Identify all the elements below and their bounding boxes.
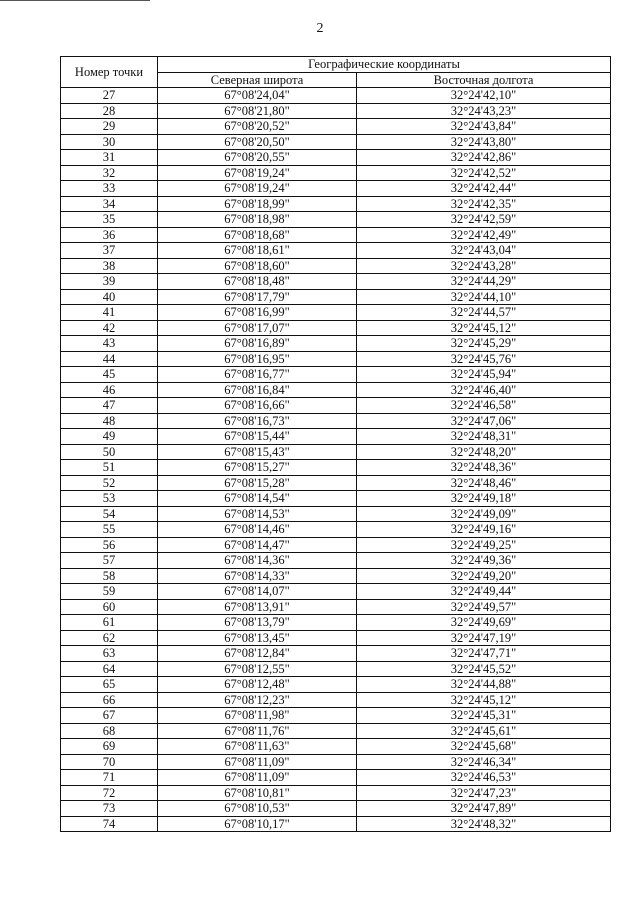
latitude-cell: 67°08'17,79" [158, 289, 357, 305]
longitude-cell: 32°24'48,20" [357, 444, 611, 460]
table-row [61, 444, 611, 460]
latitude-cell: 67°08'14,36" [158, 553, 357, 569]
point-number-cell: 28 [61, 103, 158, 119]
geo-coordinates-header: Географические координаты [158, 57, 611, 73]
latitude-cell: 67°08'16,73" [158, 413, 357, 429]
latitude-cell: 67°08'10,17" [158, 816, 357, 832]
point-number-cell: 49 [61, 429, 158, 445]
latitude-cell: 67°08'14,54" [158, 491, 357, 507]
table-body [61, 88, 611, 832]
latitude-cell: 67°08'11,76" [158, 723, 357, 739]
longitude-cell: 32°24'49,18" [357, 491, 611, 507]
table-row [61, 119, 611, 135]
point-number-cell: 73 [61, 801, 158, 817]
longitude-cell: 32°24'48,46" [357, 475, 611, 491]
point-number-cell: 44 [61, 351, 158, 367]
table-row [61, 88, 611, 104]
point-number-cell: 70 [61, 754, 158, 770]
table-row [61, 243, 611, 259]
point-number-cell: 31 [61, 150, 158, 166]
longitude-cell: 32°24'48,32" [357, 816, 611, 832]
table-row [61, 785, 611, 801]
point-number-cell: 47 [61, 398, 158, 414]
table-row [61, 816, 611, 832]
longitude-cell: 32°24'45,76" [357, 351, 611, 367]
latitude-cell: 67°08'13,45" [158, 630, 357, 646]
latitude-cell: 67°08'12,48" [158, 677, 357, 693]
longitude-cell: 32°24'46,58" [357, 398, 611, 414]
point-number-cell: 60 [61, 599, 158, 615]
latitude-cell: 67°08'15,28" [158, 475, 357, 491]
latitude-cell: 67°08'20,55" [158, 150, 357, 166]
longitude-cell: 32°24'49,69" [357, 615, 611, 631]
page-number: 2 [316, 21, 324, 36]
table-row [61, 801, 611, 817]
point-number-cell: 50 [61, 444, 158, 460]
table-row [61, 460, 611, 476]
point-number-cell: 54 [61, 506, 158, 522]
table-row [61, 723, 611, 739]
table-row [61, 227, 611, 243]
latitude-cell: 67°08'14,47" [158, 537, 357, 553]
point-number-cell: 61 [61, 615, 158, 631]
table-row [61, 305, 611, 321]
latitude-cell: 67°08'19,24" [158, 165, 357, 181]
latitude-cell: 67°08'18,98" [158, 212, 357, 228]
longitude-cell: 32°24'43,28" [357, 258, 611, 274]
table-row [61, 274, 611, 290]
table-row [61, 475, 611, 491]
latitude-cell: 67°08'24,04" [158, 88, 357, 104]
point-number-cell: 30 [61, 134, 158, 150]
latitude-cell: 67°08'18,99" [158, 196, 357, 212]
point-number-cell: 48 [61, 413, 158, 429]
longitude-cell: 32°24'47,19" [357, 630, 611, 646]
longitude-cell: 32°24'48,36" [357, 460, 611, 476]
table-row [61, 491, 611, 507]
latitude-cell: 67°08'13,91" [158, 599, 357, 615]
point-number-cell: 56 [61, 537, 158, 553]
table-row [61, 103, 611, 119]
latitude-cell: 67°08'10,53" [158, 801, 357, 817]
latitude-cell: 67°08'14,33" [158, 568, 357, 584]
point-number-cell: 64 [61, 661, 158, 677]
latitude-cell: 67°08'16,66" [158, 398, 357, 414]
latitude-cell: 67°08'16,77" [158, 367, 357, 383]
latitude-cell: 67°08'18,60" [158, 258, 357, 274]
point-number-cell: 32 [61, 165, 158, 181]
table-row [61, 522, 611, 538]
table-row [61, 630, 611, 646]
latitude-cell: 67°08'12,23" [158, 692, 357, 708]
table-row [61, 351, 611, 367]
point-number-cell: 62 [61, 630, 158, 646]
table-row [61, 367, 611, 383]
latitude-cell: 67°08'16,84" [158, 382, 357, 398]
table-row [61, 289, 611, 305]
longitude-cell: 32°24'49,57" [357, 599, 611, 615]
longitude-cell: 32°24'46,53" [357, 770, 611, 786]
longitude-cell: 32°24'43,23" [357, 103, 611, 119]
longitude-cell: 32°24'45,31" [357, 708, 611, 724]
table-row [61, 134, 611, 150]
table-row [61, 336, 611, 352]
latitude-cell: 67°08'11,63" [158, 739, 357, 755]
longitude-cell: 32°24'45,68" [357, 739, 611, 755]
table-row [61, 212, 611, 228]
table-row [61, 568, 611, 584]
longitude-header: Восточная долгота [357, 72, 611, 88]
point-number-cell: 63 [61, 646, 158, 662]
point-number-cell: 57 [61, 553, 158, 569]
point-number-cell: 35 [61, 212, 158, 228]
longitude-cell: 32°24'49,25" [357, 537, 611, 553]
point-number-cell: 29 [61, 119, 158, 135]
point-number-cell: 52 [61, 475, 158, 491]
point-number-cell: 71 [61, 770, 158, 786]
table-row [61, 537, 611, 553]
point-number-cell: 43 [61, 336, 158, 352]
point-number-cell: 59 [61, 584, 158, 600]
table-row [61, 770, 611, 786]
longitude-cell: 32°24'42,49" [357, 227, 611, 243]
point-number-cell: 66 [61, 692, 158, 708]
table-row [61, 506, 611, 522]
latitude-cell: 67°08'15,43" [158, 444, 357, 460]
table-row [61, 196, 611, 212]
longitude-cell: 32°24'46,40" [357, 382, 611, 398]
point-number-cell: 51 [61, 460, 158, 476]
longitude-cell: 32°24'49,09" [357, 506, 611, 522]
scan-edge-line [0, 0, 150, 1]
point-number-cell: 33 [61, 181, 158, 197]
latitude-cell: 67°08'20,52" [158, 119, 357, 135]
table-row [61, 615, 611, 631]
table-row [61, 429, 611, 445]
latitude-cell: 67°08'18,68" [158, 227, 357, 243]
longitude-cell: 32°24'47,89" [357, 801, 611, 817]
point-number-cell: 41 [61, 305, 158, 321]
point-number-cell: 68 [61, 723, 158, 739]
latitude-cell: 67°08'16,95" [158, 351, 357, 367]
table-row [61, 754, 611, 770]
point-number-cell: 69 [61, 739, 158, 755]
longitude-cell: 32°24'42,44" [357, 181, 611, 197]
longitude-cell: 32°24'47,06" [357, 413, 611, 429]
longitude-cell: 32°24'49,16" [357, 522, 611, 538]
latitude-cell: 67°08'18,48" [158, 274, 357, 290]
table-row [61, 599, 611, 615]
point-number-cell: 65 [61, 677, 158, 693]
longitude-cell: 32°24'42,35" [357, 196, 611, 212]
latitude-cell: 67°08'19,24" [158, 181, 357, 197]
longitude-cell: 32°24'45,12" [357, 320, 611, 336]
table-row [61, 553, 611, 569]
latitude-cell: 67°08'14,07" [158, 584, 357, 600]
latitude-cell: 67°08'15,27" [158, 460, 357, 476]
longitude-cell: 32°24'49,36" [357, 553, 611, 569]
point-number-cell: 58 [61, 568, 158, 584]
point-number-cell: 53 [61, 491, 158, 507]
table-row [61, 258, 611, 274]
header-row-top [61, 57, 611, 73]
latitude-cell: 67°08'11,09" [158, 754, 357, 770]
longitude-cell: 32°24'43,84" [357, 119, 611, 135]
table-row [61, 382, 611, 398]
table-row [61, 398, 611, 414]
longitude-cell: 32°24'46,34" [357, 754, 611, 770]
point-number-cell: 36 [61, 227, 158, 243]
point-number-cell: 67 [61, 708, 158, 724]
latitude-header: Северная широта [158, 72, 357, 88]
point-number-cell: 39 [61, 274, 158, 290]
table-row [61, 584, 611, 600]
latitude-cell: 67°08'15,44" [158, 429, 357, 445]
table-row [61, 413, 611, 429]
latitude-cell: 67°08'14,53" [158, 506, 357, 522]
point-number-cell: 37 [61, 243, 158, 259]
longitude-cell: 32°24'44,29" [357, 274, 611, 290]
point-number-cell: 40 [61, 289, 158, 305]
latitude-cell: 67°08'14,46" [158, 522, 357, 538]
latitude-cell: 67°08'18,61" [158, 243, 357, 259]
latitude-cell: 67°08'17,07" [158, 320, 357, 336]
longitude-cell: 32°24'45,61" [357, 723, 611, 739]
table-row [61, 646, 611, 662]
latitude-cell: 67°08'11,09" [158, 770, 357, 786]
point-number-cell: 45 [61, 367, 158, 383]
longitude-cell: 32°24'45,12" [357, 692, 611, 708]
point-number-cell: 27 [61, 88, 158, 104]
latitude-cell: 67°08'16,99" [158, 305, 357, 321]
point-number-cell: 46 [61, 382, 158, 398]
longitude-cell: 32°24'49,44" [357, 584, 611, 600]
longitude-cell: 32°24'47,71" [357, 646, 611, 662]
longitude-cell: 32°24'43,04" [357, 243, 611, 259]
longitude-cell: 32°24'43,80" [357, 134, 611, 150]
point-number-cell: 38 [61, 258, 158, 274]
latitude-cell: 67°08'12,55" [158, 661, 357, 677]
table-row [61, 677, 611, 693]
longitude-cell: 32°24'44,57" [357, 305, 611, 321]
point-number-cell: 34 [61, 196, 158, 212]
latitude-cell: 67°08'10,81" [158, 785, 357, 801]
longitude-cell: 32°24'42,86" [357, 150, 611, 166]
point-number-cell: 42 [61, 320, 158, 336]
longitude-cell: 32°24'49,20" [357, 568, 611, 584]
latitude-cell: 67°08'13,79" [158, 615, 357, 631]
table-row [61, 692, 611, 708]
table-row [61, 320, 611, 336]
longitude-cell: 32°24'47,23" [357, 785, 611, 801]
point-number-header: Номер точки [61, 57, 158, 88]
table-row [61, 181, 611, 197]
longitude-cell: 32°24'45,52" [357, 661, 611, 677]
table-row [61, 150, 611, 166]
coordinates-table [60, 56, 611, 832]
longitude-cell: 32°24'45,94" [357, 367, 611, 383]
longitude-cell: 32°24'44,88" [357, 677, 611, 693]
longitude-cell: 32°24'48,31" [357, 429, 611, 445]
longitude-cell: 32°24'42,10" [357, 88, 611, 104]
longitude-cell: 32°24'45,29" [357, 336, 611, 352]
latitude-cell: 67°08'21,80" [158, 103, 357, 119]
point-number-cell: 72 [61, 785, 158, 801]
latitude-cell: 67°08'11,98" [158, 708, 357, 724]
table-row [61, 661, 611, 677]
point-number-cell: 74 [61, 816, 158, 832]
table-row [61, 165, 611, 181]
point-number-cell: 55 [61, 522, 158, 538]
latitude-cell: 67°08'20,50" [158, 134, 357, 150]
longitude-cell: 32°24'42,59" [357, 212, 611, 228]
table-header [61, 57, 611, 88]
longitude-cell: 32°24'44,10" [357, 289, 611, 305]
latitude-cell: 67°08'12,84" [158, 646, 357, 662]
longitude-cell: 32°24'42,52" [357, 165, 611, 181]
table-row [61, 739, 611, 755]
latitude-cell: 67°08'16,89" [158, 336, 357, 352]
table-row [61, 708, 611, 724]
